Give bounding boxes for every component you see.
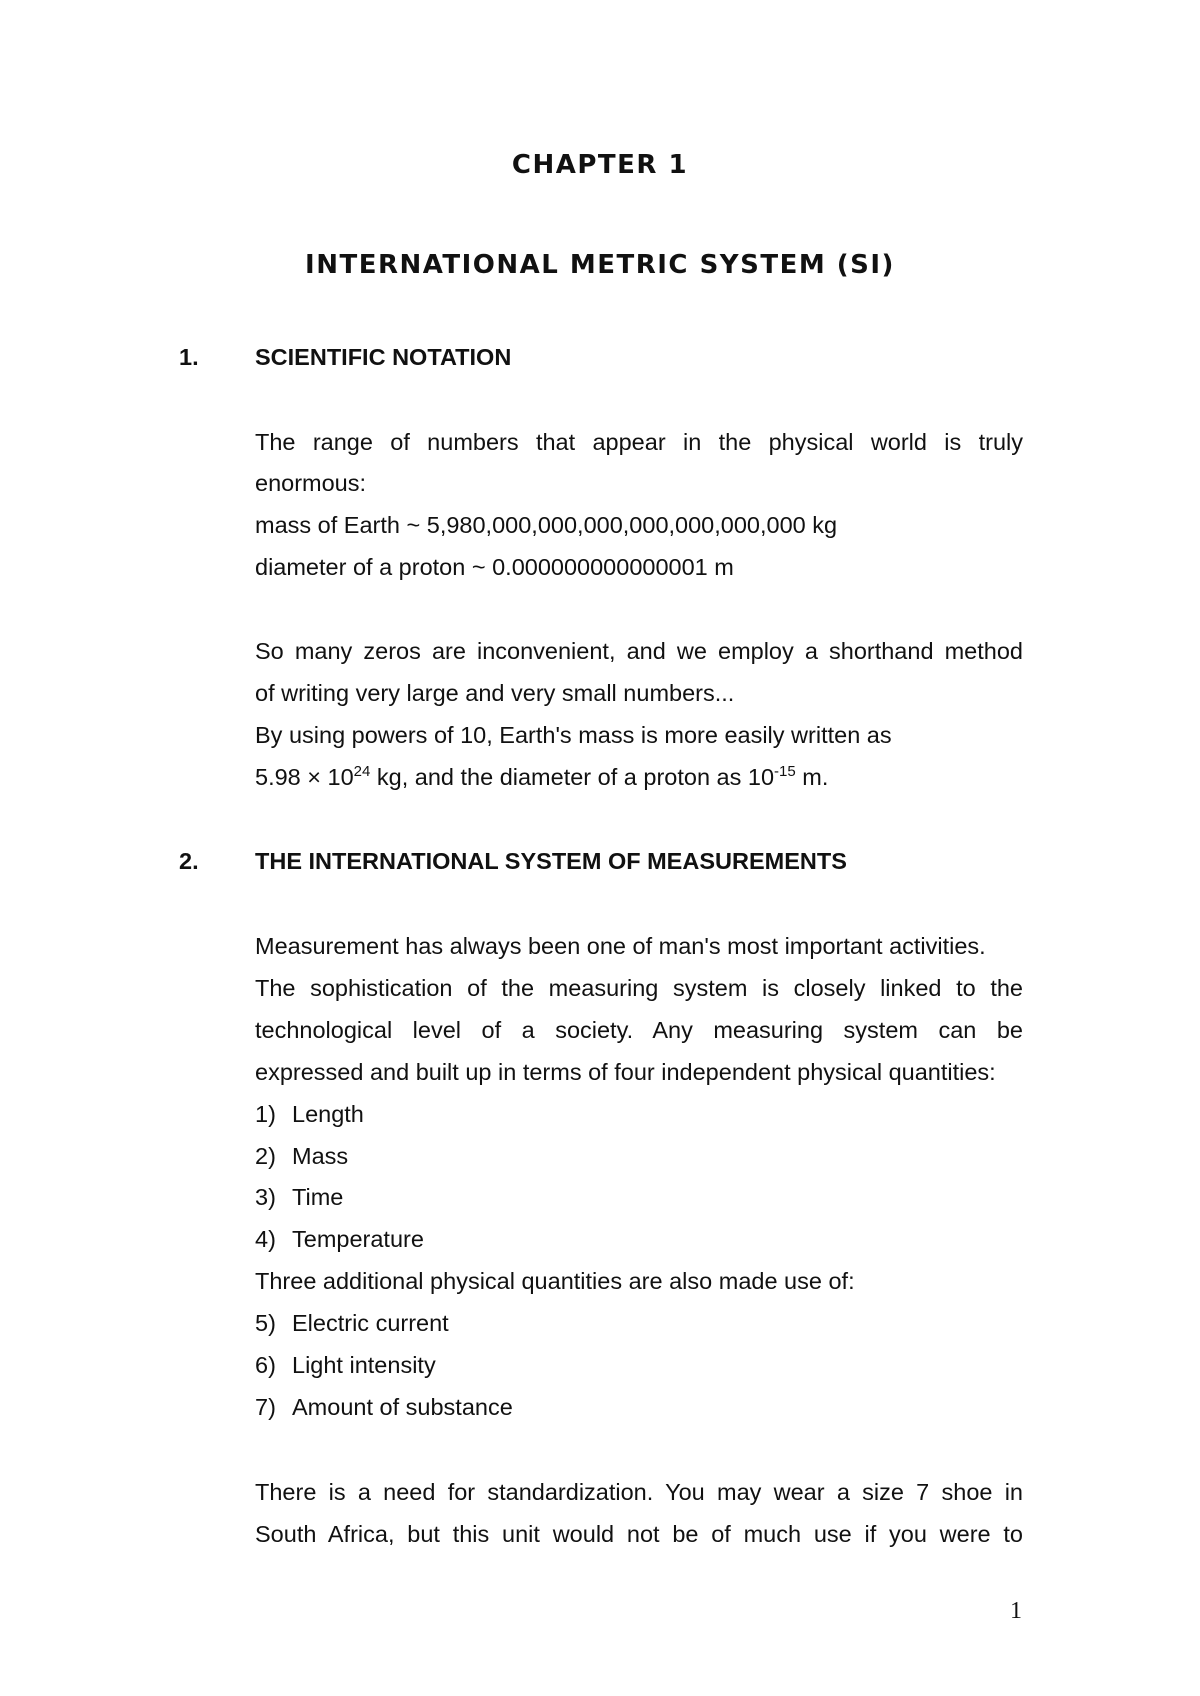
list-item <box>255 1309 449 1337</box>
proton-diameter-line: diameter of a proton ~ 0.000000000000001 m <box>255 554 734 580</box>
list-item-number: 6) <box>255 1352 276 1378</box>
section-2-paragraph-line: South Africa, but this unit would not be of much use if you were to <box>255 1521 1023 1547</box>
notation-text: 5.98 × 10 <box>255 764 354 790</box>
list-item <box>255 1183 343 1211</box>
list-item-label: Time <box>292 1184 344 1210</box>
section-2-number: 2. <box>179 848 199 874</box>
chapter-number: CHAPTER 1 <box>511 150 689 180</box>
list-item-label: Temperature <box>292 1226 424 1252</box>
section-2-paragraph-line: technological level of a society. Any measuring system can be <box>255 1017 1023 1043</box>
list-item-label: Electric current <box>292 1310 449 1336</box>
list-item <box>255 1225 424 1253</box>
section-2-heading: THE INTERNATIONAL SYSTEM OF MEASUREMENTS <box>255 848 847 874</box>
section-2-paragraph-line: expressed and built up in terms of four independent physical quantities: <box>255 1059 996 1085</box>
section-2-paragraph-line: Three additional physical quantities are also made use of: <box>255 1268 855 1294</box>
list-item-number: 4) <box>255 1226 276 1252</box>
list-item <box>255 1393 513 1421</box>
exponent-24: 24 <box>353 763 371 780</box>
section-1-heading: SCIENTIFIC NOTATION <box>255 344 512 370</box>
section-2-paragraph-line: There is a need for standardization. You may wear a size 7 shoe in <box>255 1479 1023 1505</box>
list-item-label: Amount of substance <box>292 1394 513 1420</box>
section-1-paragraph-line: of writing very large and very small numbers... <box>255 680 735 706</box>
scientific-notation-line <box>255 763 828 791</box>
list-item-number: 5) <box>255 1310 276 1336</box>
section-2-paragraph-line: Measurement has always been one of man's most important activities. <box>255 933 986 959</box>
chapter-title: INTERNATIONAL METRIC SYSTEM (SI) <box>305 250 895 280</box>
list-item <box>255 1351 436 1379</box>
list-item-label: Mass <box>292 1143 349 1169</box>
section-1-number: 1. <box>179 344 199 370</box>
list-item-number: 7) <box>255 1394 276 1420</box>
list-item-label: Length <box>292 1101 364 1127</box>
list-item <box>255 1100 364 1128</box>
list-item-label: Light intensity <box>292 1352 436 1378</box>
section-1-paragraph-line: enormous: <box>255 470 367 496</box>
list-item-number: 1) <box>255 1101 276 1127</box>
section-2-paragraph-line: The sophistication of the measuring system is closely linked to the <box>255 975 1023 1001</box>
notation-text: kg, and the diameter of a proton as 10 <box>370 764 775 790</box>
section-1-paragraph-line: So many zeros are inconvenient, and we employ a shorthand method <box>255 638 1023 664</box>
exponent-minus-15: -15 <box>774 763 796 780</box>
notation-text: m. <box>795 764 829 790</box>
list-item <box>255 1142 348 1170</box>
page-number: 1 <box>1010 1598 1022 1624</box>
section-1-paragraph-line: The range of numbers that appear in the physical world is truly <box>255 429 1023 455</box>
list-item-number: 3) <box>255 1184 276 1210</box>
section-1-paragraph-line: By using powers of 10, Earth's mass is more easily written as <box>255 722 892 748</box>
earth-mass-line: mass of Earth ~ 5,980,000,000,000,000,000,000,000 kg <box>255 512 838 538</box>
list-item-number: 2) <box>255 1143 276 1169</box>
